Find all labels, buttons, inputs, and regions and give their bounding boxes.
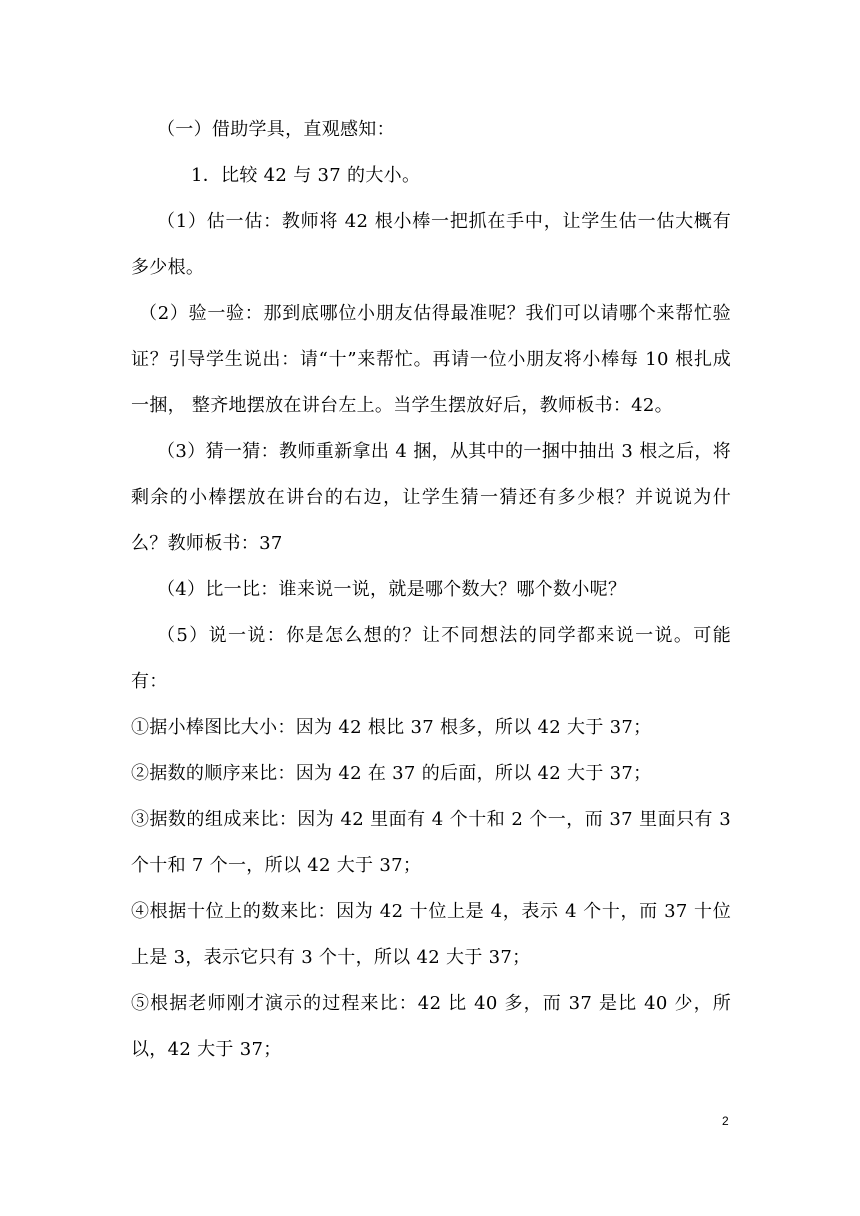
list-item-3: ③据数的组成来比：因为 42 里面有 4 个十和 2 个一，而 37 里面只有 3 个十和 7 个一，所以 42 大于 37； bbox=[131, 809, 731, 876]
paragraph-verify: （2）验一验：那到底哪位小朋友估得最准呢？我们可以请哪个来帮忙验证？引导学生说出：请“十”来帮忙。再请一位小朋友将小棒每 10 根扎成一捆， 整齐地摆放在讲台左上。当学生摆放好后，教师板书：42。 bbox=[131, 303, 731, 416]
list-item-5: ⑤根据老师刚才演示的过程来比：42 比 40 多，而 37 是比 40 少，所以，42 大于 37； bbox=[131, 993, 731, 1060]
list-item-2: ②据数的顺序来比：因为 42 在 37 的后面，所以 42 大于 37； bbox=[131, 763, 652, 784]
paragraph-estimate: （1）估一估：教师将 42 根小棒一把抓在手中，让学生估一估大概有多少根。 bbox=[131, 211, 731, 278]
paragraph-guess: （3）猜一猜：教师重新拿出 4 捆，从其中的一捆中抽出 3 根之后，将剩余的小棒摆放在讲台的右边，让学生猜一猜还有多少根？并说说为什么？教师板书：37 bbox=[131, 441, 731, 554]
list-item-4: ④根据十位上的数来比：因为 42 十位上是 4，表示 4 个十，而 37 十位上是 3，表示它只有 3 个十，所以 42 大于 37； bbox=[131, 901, 731, 968]
document-body bbox=[131, 107, 731, 1073]
paragraph-explain: （5）说一说：你是怎么想的？让不同想法的同学都来说一说。可能有： bbox=[131, 625, 731, 692]
page-number: 2 bbox=[722, 1114, 729, 1128]
subsection-heading: 1．比较 42 与 37 的大小。 bbox=[191, 165, 421, 186]
list-item-1: ①据小棒图比大小：因为 42 根比 37 根多，所以 42 大于 37； bbox=[131, 717, 652, 738]
paragraph-compare: （4）比一比：谁来说一说，就是哪个数大？哪个数小呢？ bbox=[157, 579, 627, 600]
section-heading: （一）借助学具，直观感知： bbox=[157, 119, 395, 140]
